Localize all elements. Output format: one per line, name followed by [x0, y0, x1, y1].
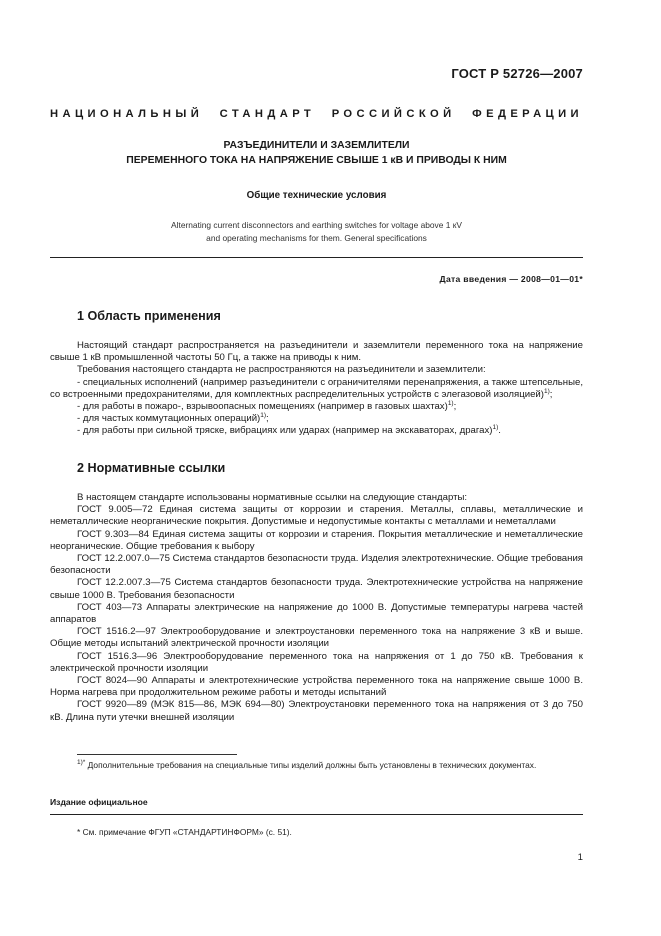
- org-note: * См. примечание ФГУП «СТАНДАРТИНФОРМ» (с. 51).: [77, 827, 292, 837]
- list-item: - для частых коммутационных операций)$^{1)}$;: [77, 412, 269, 425]
- reference-item: ГОСТ 12.2.007.0—75 Система стандартов безопасности труда. Изделия электротехнические. Общие требования безопасности: [50, 553, 583, 577]
- section-2-intro: В настоящем стандарте использованы нормативные ссылки на следующие стандарты:: [77, 492, 468, 503]
- reference-item: ГОСТ 8024—90 Аппараты и электротехнические устройства переменного тока на напряжение свыше 1000 В. Норма нагрева при продолжительном режиме работы и методы испытаний: [50, 675, 583, 699]
- document-title: [50, 138, 583, 168]
- footnote-star: *: [82, 759, 86, 767]
- official-edition-label: Издание официальное: [50, 797, 148, 807]
- list-item: - для работы в пожаро-, взрывоопасных помещениях (например в газовых шахтах)$^{1)}$;: [77, 399, 457, 413]
- section-1-paragraph-2: Требования настоящего стандарта не распространяются на разъединители и заземлители:: [77, 364, 486, 376]
- english-title-line-1: Alternating current disconnectors and earthing switches for voltage above 1 кV: [171, 220, 462, 230]
- document-subtitle: Общие технические условия: [246, 190, 387, 201]
- list-item: - для работы при сильной тряске, вибрациях или ударах (например на экскаваторах, драгах)$^{1)}$.: [77, 424, 501, 437]
- header-divider: [50, 257, 583, 258]
- title-line-1: РАЗЪЕДИНИТЕЛИ И ЗАЗЕМЛИТЕЛИ: [223, 140, 410, 151]
- reference-item: ГОСТ 1516.2—97 Электрооборудование и электроустановки переменного тока на напряжение 3 кВ и выше. Общие методы испытаний электрической прочности изоляции: [50, 626, 583, 650]
- page-number: 1: [577, 852, 583, 863]
- section-2-body: [50, 492, 583, 724]
- footnote-text: Дополнительные требования на специальные типы изделий должны быть установлены в технических документах.: [87, 760, 537, 770]
- list-item: - специальных исполнений (например разъединители с ограничителями перенапряжения, а также штепсельные, со встроенными предохранителями, для комплектных распределительных устройств с элегазовой изоляцией)$^{1)}$;: [50, 376, 583, 400]
- footer-divider: [50, 814, 583, 815]
- english-title: [50, 219, 583, 245]
- gost-number: ГОСТ Р 52726—2007: [451, 66, 583, 81]
- footnote-marker: 1): [77, 759, 83, 767]
- section-2-heading: 2 Нормативные ссылки: [77, 461, 226, 475]
- title-line-2: ПЕРЕМЕННОГО ТОКА НА НАПРЯЖЕНИЕ СВЫШЕ 1 кВ И ПРИВОДЫ К НИМ: [126, 155, 507, 166]
- section-1-paragraph-1: Настоящий стандарт распространяется на разъединители и заземлители переменного тока на напряжение свыше 1 кВ промышленной частоты 50 Гц, а также на приводы к ним.: [50, 340, 583, 364]
- national-standard-banner: НАЦИОНАЛЬНЫЙ СТАНДАРТ РОССИЙСКОЙ ФЕДЕРАЦИИ: [50, 108, 583, 120]
- reference-item: ГОСТ 9.005—72 Единая система защиты от коррозии и старения. Металлы, сплавы, металлические и неметаллические неорганические покрытия. Допустимые и недопустимые контакты с металлами и неметаллами: [50, 504, 583, 528]
- reference-item: ГОСТ 403—73 Аппараты электрические на напряжение до 1000 В. Допустимые температуры нагрева частей аппаратов: [50, 601, 583, 626]
- english-title-line-2: and operating mechanisms for them. General specifications: [206, 233, 427, 243]
- reference-item: ГОСТ 12.2.007.3—75 Система стандартов безопасности труда. Электротехнические устройства на напряжение свыше 1000 В. Требования безопасности: [50, 577, 583, 601]
- footnote: [50, 759, 583, 771]
- reference-item: ГОСТ 1516.3—96 Электрооборудование переменного тока на напряжения от 1 до 750 кВ. Требования к электрической прочности изоляции: [50, 650, 583, 674]
- section-1-body: [50, 340, 583, 438]
- section-1-heading: 1 Область применения: [77, 309, 221, 323]
- reference-item: ГОСТ 9920—89 (МЭК 815—86, МЭК 694—80) Электроустановки переменного тока на напряжения от 3 до 750 кВ. Длина пути утечки внешней изоляции: [50, 699, 583, 723]
- footnote-divider: [77, 754, 237, 755]
- reference-item: ГОСТ 9.303—84 Единая система защиты от коррозии и старения. Покрытия металлические и неметаллические неорганические. Общие требования к выбору: [50, 528, 583, 552]
- intro-date: Дата введения — 2008—01—01*: [439, 274, 583, 284]
